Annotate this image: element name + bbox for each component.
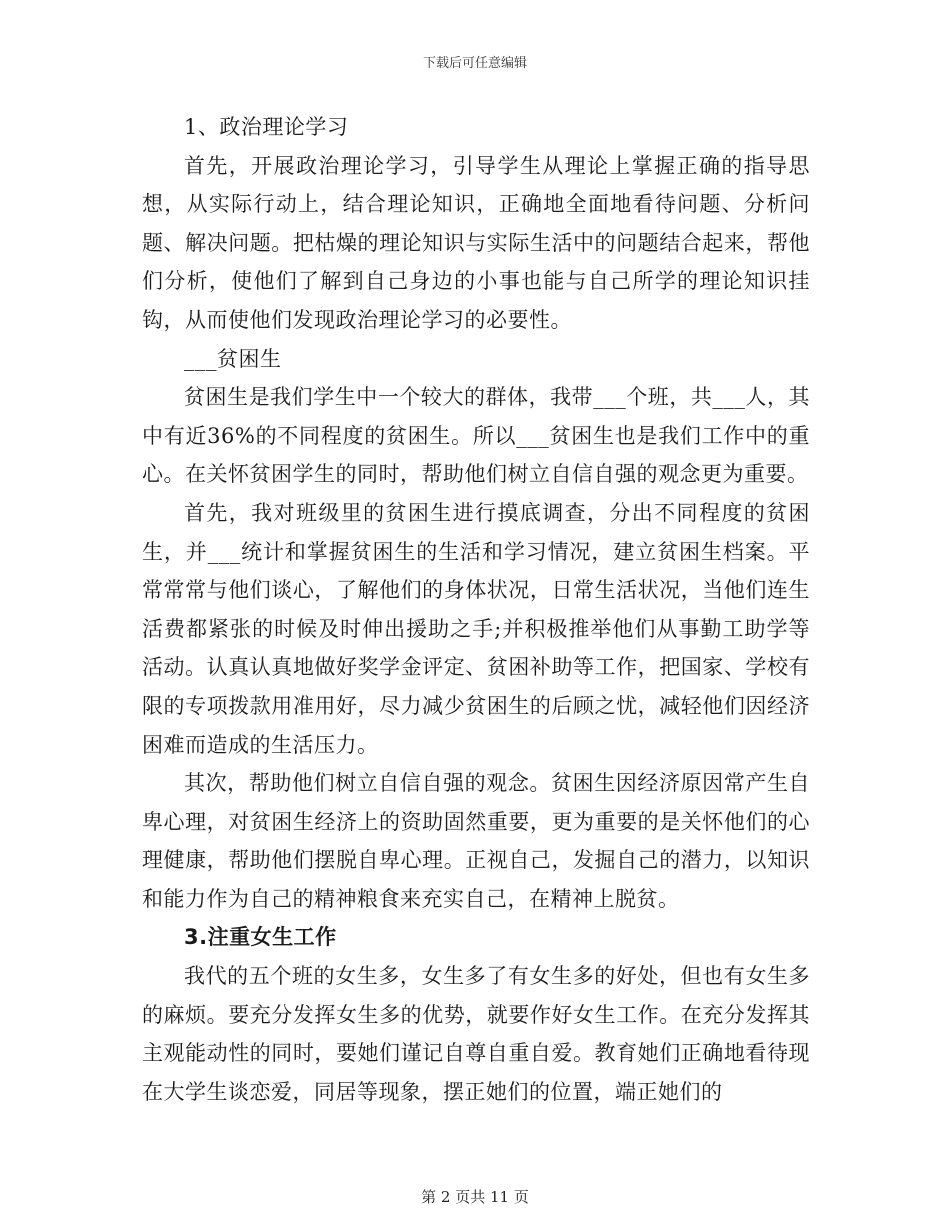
section-heading-political-study: 1、政治理论学习	[184, 115, 349, 139]
paragraph-political-study: 首先，开展政治理论学习，引导学生从理论上掌握正确的指导思想，从实际行动上，结合理论知识，正确地全面地看待问题、分析问题、解决问题。把枯燥的理论知识与实际生活中的问题结合起来，帮他们分析，使他们了解到自己身边的小事也能与自己所学的理论知识挂钩，从而使他们发现政治理论学习的必要性。	[142, 153, 810, 332]
page-header-note: 下载后可任意编辑	[422, 56, 527, 71]
paragraph-poor-students-first: 首先，我对班级里的贫困生进行摸底调查，分出不同程度的贫困生，并___统计和掌握贫困生的生活和学习情况，建立贫困生档案。平常常常与他们谈心，了解他们的身体状况，日常生活状况，当他们连生活费都紧张的时候及时伸出援助之手;并积极推举他们从事勤工助学等活动。认真认真地做好奖学金评定、贫困补助等工作，把国家、学校有限的专项拨款用准用好，尽力减少贫困生的后顾之忧，减轻他们因经济困难而造成的生活压力。	[142, 500, 810, 757]
paragraph-poor-students-intro: 贫困生是我们学生中一个较大的群体，我带___个班，共___人，其中有近36%的不同程度的贫困生。所以___贫困生也是我们工作中的重心。在关怀贫困学生的同时，帮助他们树立自信自强的观念更为重要。	[142, 385, 810, 487]
section-heading-female-students: 3.注重女生工作	[184, 925, 337, 950]
page-number: 第 2 页共 11 页	[421, 1188, 529, 1206]
document-body	[142, 108, 810, 1111]
paragraph-female-students: 我代的五个班的女生多，女生多了有女生多的好处，但也有女生多的麻烦。要充分发挥女生多的优势，就要作好女生工作。在充分发挥其主观能动性的同时，要她们谨记自尊自重自爱。教育她们正确地看待现在大学生谈恋爱，同居等现象，摆正她们的位置，端正她们的	[142, 964, 810, 1104]
paragraph-poor-students-second: 其次，帮助他们树立自信自强的观念。贫困生因经济原因常产生自卑心理，对贫困生经济上的资助固然重要，更为重要的是关怀他们的心理健康，帮助他们摆脱自卑心理。正视自己，发掘自己的潜力，以知识和能力作为自己的精神粮食来充实自己，在精神上脱贫。	[142, 771, 810, 911]
section-heading-poor-students: ___贫困生	[184, 346, 282, 371]
